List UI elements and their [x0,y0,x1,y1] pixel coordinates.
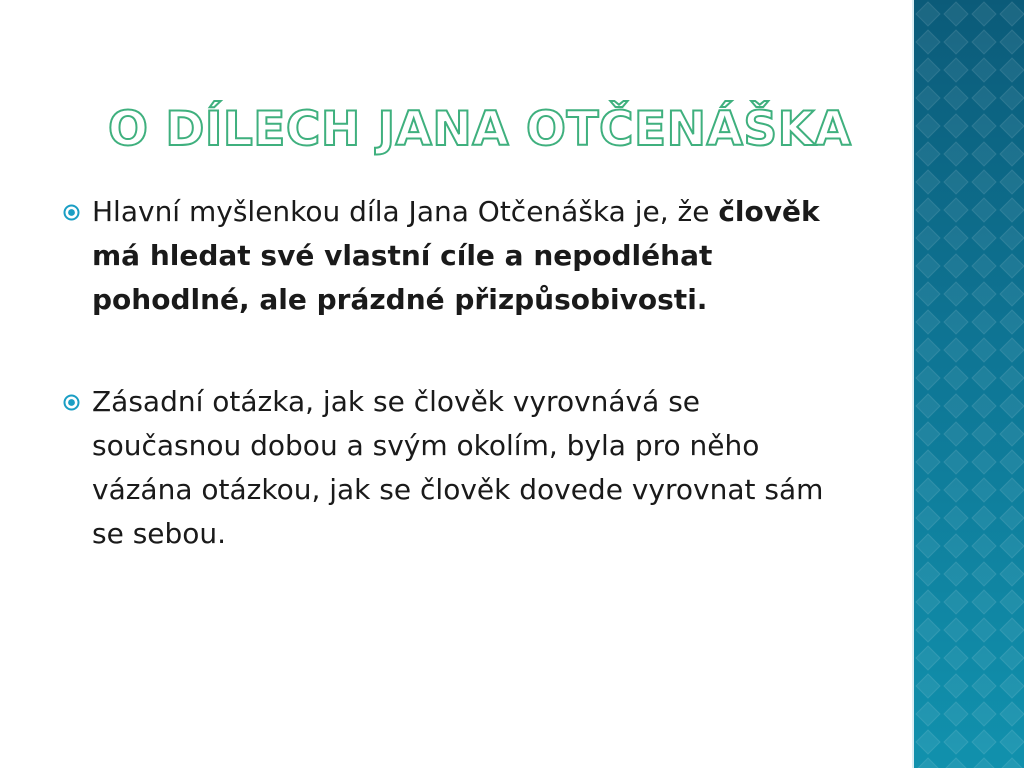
decorative-side-band [912,0,1024,768]
bullet-item-key-question [60,380,840,556]
bullet-text-normal: Hlavní myšlenkou díla Jana Otčenáška je, že [92,195,719,228]
circled-dot-bullet-icon [63,394,80,411]
diamond-pattern [914,0,1024,768]
bullet-text-bold: člověk má hledat své vlastní cíle a nepodléhat pohodlné, ale prázdné přizpůsobivosti. [92,195,820,316]
bullet-list [60,190,840,556]
circled-dot-bullet-icon [63,204,80,221]
bullet-text: Zásadní otázka, jak se člověk vyrovnává se současnou dobou a svým okolím, byla pro něho vázána otázkou, jak se člověk dovede vyrovnat sám se sebou. [92,385,824,550]
slide-title: O DÍLECH JANA OTČENÁŠKA [108,102,852,157]
bullet-item-main-idea [60,190,840,322]
